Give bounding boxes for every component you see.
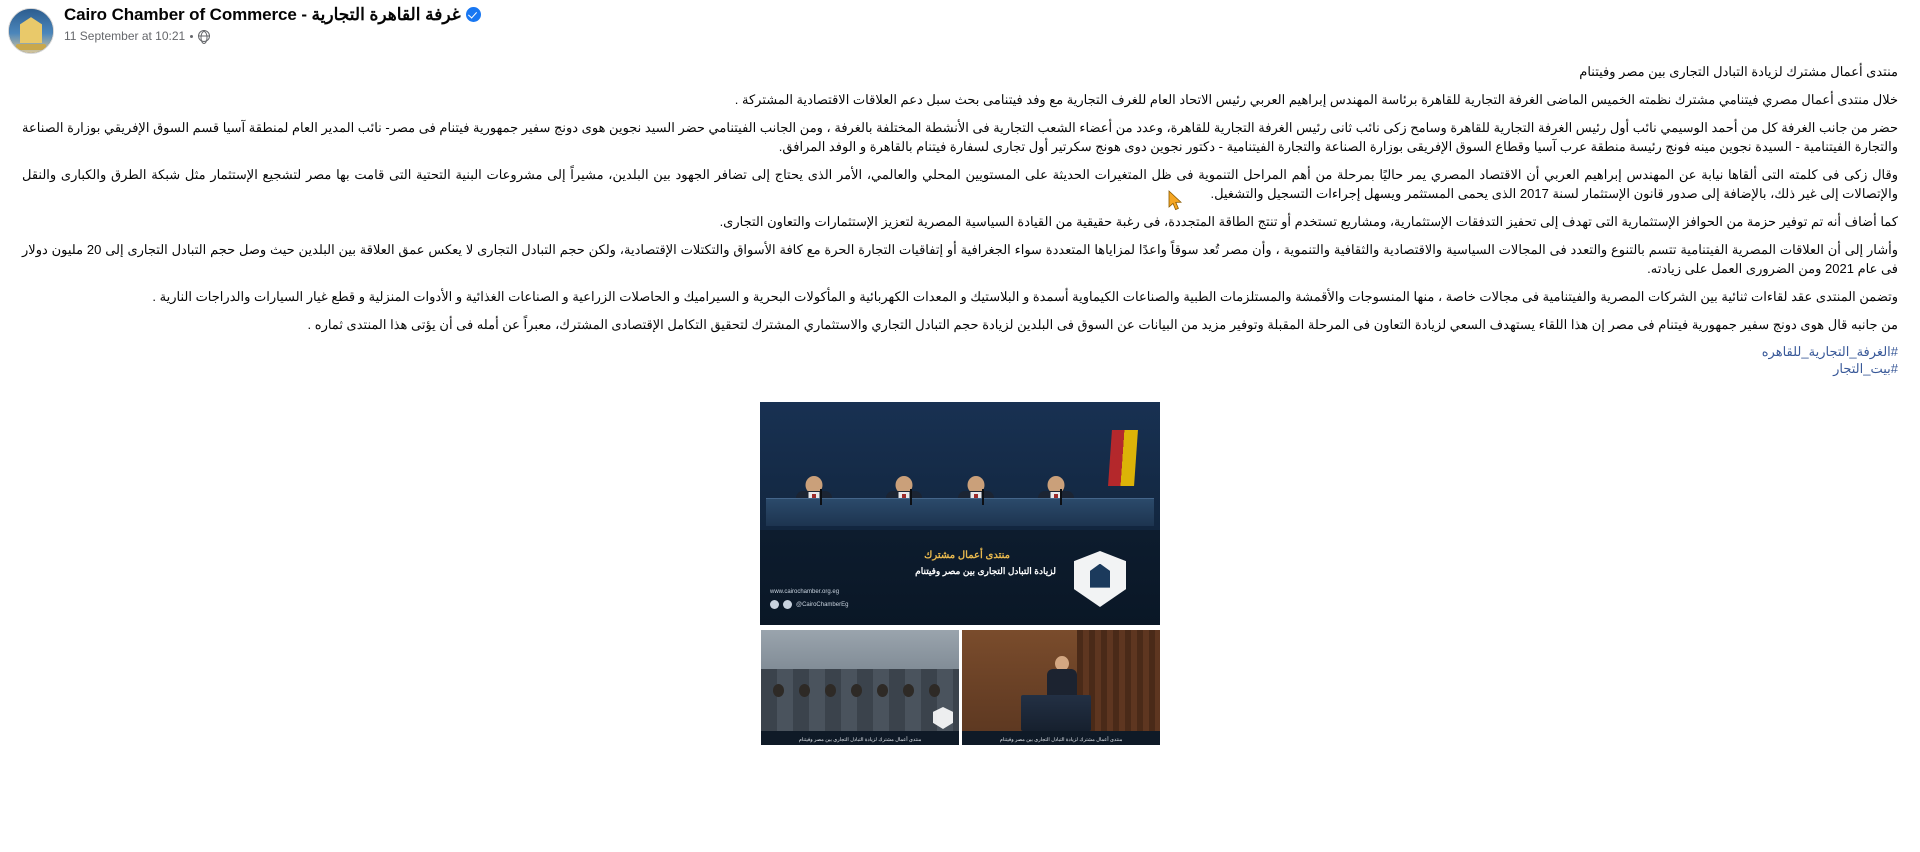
avatar[interactable]	[8, 8, 54, 54]
post-paragraph: وتضمن المنتدى عقد لقاءات ثنائية بين الشركات المصرية والفيتنامية فى مجالات خاصة ، منها المنسوجات والأقمشة والمستلزمات الطبية والصناعات الكيماوية أسمدة و البلاستيك و المعدات الكهربائية و المأكولات البحرية و السيراميك و الحاصلات الزراعية و الصناعات الغذائية و الأدوات المنزلية و قطع غيار السيارات والدراجات النارية .	[152, 289, 1898, 304]
microphone-icon	[982, 489, 984, 505]
post-paragraph: وأشار إلى أن العلاقات المصرية الفيتنامية تتسم بالتنوع والتعدد فى المجالات السياسية والاقتصادية والثقافية والتنموية ، وأن مصر تُعد سوقاً واعدًا لمزاياها المتعددة سواء الجغرافية أو إتفاقيات التجارة الحرة مع كافة الأسواق والتكتلات الإقتصادية، ولكن حجم التبادل التجارى لا يعكس عمق العلاقة بين البلدين حيث وصل حجم التبادل التجارى إلى 20 مليون دولار فى عام 2021 ومن الضرورى العمل على زيادته.	[22, 242, 1899, 276]
photo-social-handle-row	[770, 600, 848, 609]
audience-photo[interactable]	[761, 630, 959, 745]
audience-heads	[761, 675, 959, 697]
post-paragraph: خلال منتدى أعمال مصري فيتنامي مشترك نظمته الخميس الماضى الغرفة التجارية للقاهرة برئاسة المهندس إبراهيم العربي رئيس الاتحاد العام للغرف التجارية مع وفد فيتنامى بحث سبل دعم العلاقات الاقتصادية المشتركة .	[734, 92, 1898, 107]
photo-caption-text: منتدى أعمال مشترك لزيادة التبادل التجارى بين مصر وفيتنام	[798, 737, 922, 743]
meta-separator-dot	[190, 35, 193, 38]
chamber-logo-icon	[1074, 551, 1126, 607]
hashtag-list	[22, 343, 1898, 377]
post-paragraph: حضر من جانب الغرفة كل من أحمد الوسيمي نائب أول رئيس الغرفة التجارية للقاهرة وسامح زكى نائب ثانى رئيس الغرفة التجارية للقاهرة، وعدد من أعضاء الشعب التجارية فى الأنشطة المختلفة بالغرفة ، ومن الجانب الفيتنامي حضر السيد نجوين هوى دونج سفير جمهورية فيتنام فى مصر- نائب المدير العام لمنطقة آسيا قسم السوق الإفريقي بوزارة الصناعة والتجارة الفيتنامية - السيدة نجوين مينه فونج رئيسة منطقة عرب آسيا وقطاع السوق الإفريقى بوزارة الصناعة والتجارة الفيتنامية - دكتور نجوين دوى هونج سكرتير أول تجارى لسفارة فيتنام بالقاهرة و الوفد المرافق.	[22, 120, 1898, 154]
photo-caption-line-1: منتدى أعمال مشترك	[924, 550, 1010, 561]
post-paragraph: وقال زكى فى كلمته التى ألقاها نيابة عن المهندس إبراهيم العربي أن الاقتصاد المصري يمر حاليًا بمرحلة من أهم المراحل التنموية فى ظل المتغيرات الحديثة على المستويين المحلي والعالمي، الأمر الذى يحتاج إلى تضافر الجهود بين البلدين، مشيراً إلى مشروعات البنية التحتية التى قامت بها مصر لتشجيع الإستثمار مثل شبكة الطرق والكبارى والنقل والإتصالات إلى غير ذلك، بالإضافة إلى صدور قانون الإستثمار لسنة 2017 الذى يحمى المستثمر ويسهل إجراءات التسجيل والتشغيل.	[22, 167, 1898, 201]
panel-discussion-photo[interactable]	[760, 402, 1160, 627]
photo-caption-area	[760, 525, 1160, 617]
photo-caption-line-2: لزيادة التبادل التجارى بين مصر وفيتنام	[915, 566, 1056, 576]
podium-speaker-photo[interactable]	[962, 630, 1160, 745]
post-meta	[64, 29, 481, 43]
microphone-icon	[910, 489, 912, 505]
avatar-base	[16, 44, 46, 50]
hashtag-link[interactable]: #الغرفة_التجارية_للقاهره	[1761, 344, 1898, 359]
panel-table	[766, 498, 1154, 526]
facebook-icon	[770, 600, 779, 609]
page-name-row	[64, 6, 481, 23]
secondary-photo-row	[760, 630, 1160, 745]
post-paragraph: منتدى أعمال مشترك لزيادة التبادل التجارى بين مصر وفيتنام	[1579, 64, 1898, 79]
vietnam-flag-icon	[1108, 430, 1138, 486]
photo-social-handle: @CairoChamberEg	[796, 601, 849, 608]
page-title[interactable]: Cairo Chamber of Commerce - غرفة القاهرة التجارية	[64, 5, 461, 24]
globe-icon	[198, 30, 210, 42]
hashtag-link[interactable]: #بيت_التجار	[1833, 361, 1898, 376]
instagram-icon	[783, 600, 792, 609]
header-text	[64, 6, 481, 43]
post-paragraph: كما أضاف أنه تم توفير حزمة من الحوافز الإستثمارية التى تهدف إلى تحفيز التدفقات الإستثمارية، ومشاريع تستخدم أو تنتج الطاقة المتجددة، فى رغبة حقيقية من القيادة السياسية المصرية لتعزيز الإستثمارات والتعاون التجارى.	[719, 214, 1898, 229]
post-media-grid	[760, 402, 1160, 745]
photo-website-url: www.cairochamber.org.eg	[770, 589, 840, 595]
podium	[1021, 695, 1091, 731]
photo-caption-text: منتدى أعمال مشترك لزيادة التبادل التجارى بين مصر وفيتنام	[999, 737, 1123, 743]
verified-badge-icon	[466, 7, 481, 22]
post-paragraph: من جانبه قال هوى دونج سفير جمهورية فيتنام فى مصر إن هذا اللقاء يستهدف السعي لزيادة التعاون فى المرحلة المقبلة وتوفير مزيد من البيانات عن السوق فى البلدين لزيادة حجم التبادل التجاري والاستثماري المشترك لتحقيق التكامل الإقتصادى المشترك، معبراً عن أمله فى أن يؤتى هذا المنتدى ثماره .	[307, 317, 1898, 332]
post-text-body	[0, 62, 1920, 377]
post-timestamp[interactable]: 11 September at 10:21	[64, 29, 186, 43]
microphone-icon	[820, 489, 822, 505]
microphone-icon	[1060, 489, 1062, 505]
post-header	[0, 6, 1920, 58]
